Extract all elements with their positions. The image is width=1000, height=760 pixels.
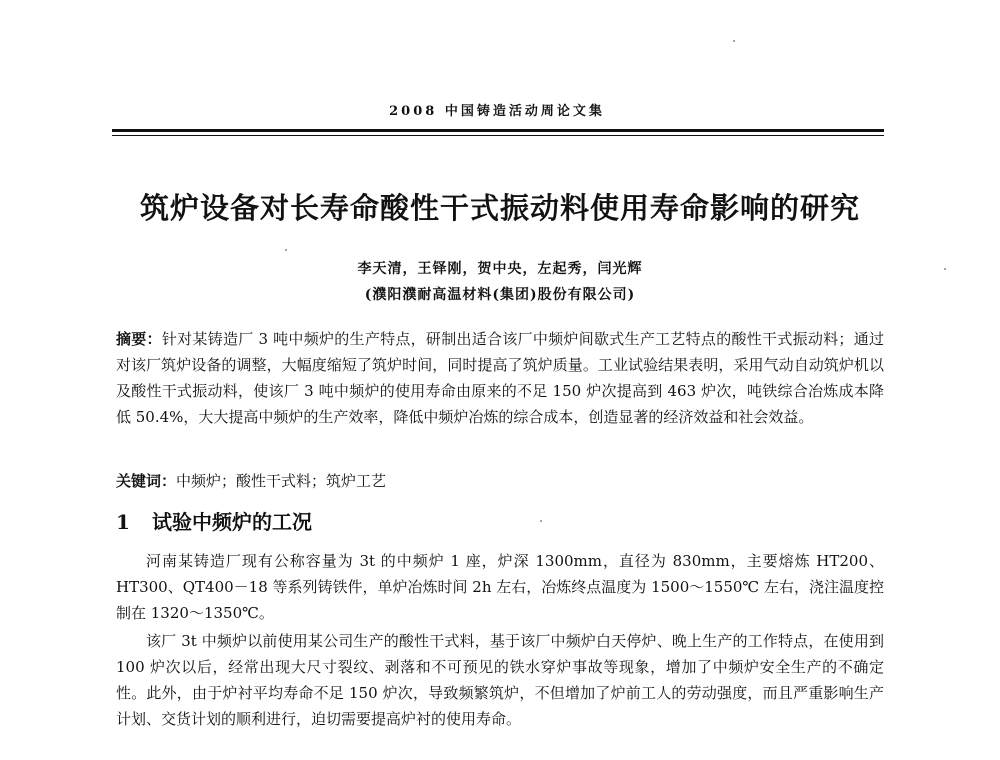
keywords-text: 中频炉；酸性干式料；筑炉工艺 [176,472,387,490]
body-paragraph: 该厂 3t 中频炉以前使用某公司生产的酸性干式料，基于该厂中频炉白天停炉、晚上生产的工作特点，在使用到 100 炉次以后，经常出现大尺寸裂纹、剥落和不可预见的铁水穿炉事故等现象，增加了中频炉安全生产的不确定性。此外，由于炉衬平均寿命不足 150 炉次，导致频繁筑炉，不但增加了炉前工人的劳动强度，而且严重影响生产计划、交货计划的顺利进行，迫切需要提高炉衬的使用寿命。 [116,632,884,728]
running-head: 2008 中国铸造活动周论文集 [389,104,605,119]
paper-title: 筑炉设备对长寿命酸性干式振动料使用寿命影响的研究 [139,191,860,225]
scan-speck [540,520,542,522]
section-title: 试验中频炉的工况 [152,510,312,534]
abstract-label: 摘要： [116,330,162,348]
affiliation: (濮阳濮耐高温材料(集团)股份有限公司) [364,287,636,303]
header-rule-thin [112,135,884,136]
scan-speck [285,249,287,251]
abstract [116,326,884,430]
scan-speck [944,268,946,270]
keywords-label: 关键词： [116,472,177,490]
scan-speck [733,40,735,42]
header-rule-thick [112,129,884,132]
author-list: 李天清，王铎刚，贺中央，左起秀，闫光辉 [357,261,643,277]
body-paragraph: 河南某铸造厂现有公称容量为 3t 的中频炉 1 座，炉深 1300mm，直径为 830mm，主要熔炼 HT200、HT300、QT400－18 等系列铸铁件，单炉冶炼时间 2h 左右，冶炼终点温度为 1500～1550℃ 左右，浇注温度控制在 1320～1350℃。 [116,552,884,622]
section-heading [116,506,312,535]
section-number: 1 [116,510,130,534]
keywords [116,468,884,494]
abstract-text: 针对某铸造厂 3 吨中频炉的生产特点，研制出适合该厂中频炉间歇式生产工艺特点的酸性干式振动料；通过对该厂筑炉设备的调整，大幅度缩短了筑炉时间，同时提高了筑炉质量。工业试验结果表明，采用气动自动筑炉机以及酸性干式振动料，使该厂 3 吨中频炉的使用寿命由原来的不足 150 炉次提高到 463 炉次，吨铁综合冶炼成本降低 50.4%，大大提高中频炉的生产效率，降低中频炉冶炼的综合成本，创造显著的经济效益和社会效益。 [116,330,884,426]
